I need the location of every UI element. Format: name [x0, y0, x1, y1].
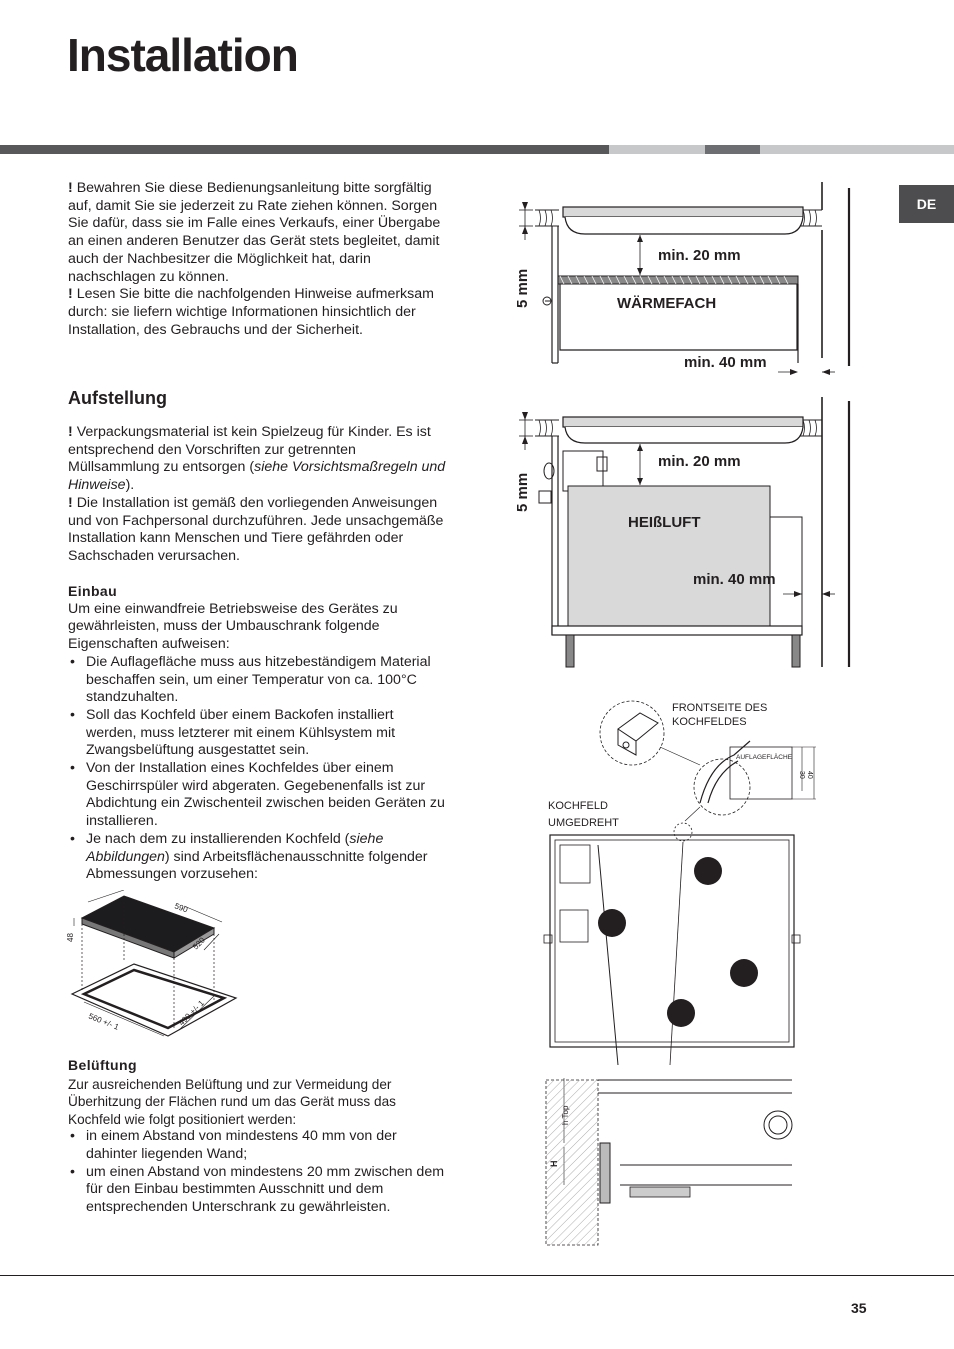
- footer-rule: [0, 1275, 954, 1276]
- installation-diagram-bracket: [540, 695, 830, 1250]
- burner-markers: [598, 857, 758, 1027]
- list-item: • Von der Installation eines Kochfeldes über einem Geschirrspüler wird abgeraten. Gegebenenfalls ist zur Abdichtung ein Zwischenteil zwischen beiden Geräten zu installieren.: [68, 760, 446, 831]
- gap-label: 5 mm: [514, 268, 531, 308]
- belueftung-intro: Zur ausreichenden Belüftung und zur Vermeidung der Überhitzung der Flächen rund um das Gerät muss das Kochfeld wie folgt positioniert werden:: [68, 1076, 396, 1127]
- header-band-mid: [705, 145, 760, 154]
- auflage-label: AUFLAGEFLÄCHE: [736, 754, 792, 761]
- list-item: • in einem Abstand von mindestens 40 mm von der dahinter liegenden Wand;: [68, 1128, 446, 1163]
- dim-cut-width-label: 560 +/- 1: [87, 1011, 121, 1032]
- front-label-2: KOCHFELDES: [672, 716, 747, 728]
- list-item: • um einen Abstand von mindestens 20 mm zwischen dem für den Einbau bestimmten Ausschnitt und dem entsprechenden Unterschrank zu gewährleisten.: [68, 1164, 446, 1217]
- compartment-label: HEIßLUFT: [628, 514, 701, 531]
- einbau-list: [68, 654, 446, 884]
- burner-grille-icon: [694, 857, 722, 885]
- burner-grille-icon: [667, 999, 695, 1027]
- compartment-label: WÄRMEFACH: [617, 295, 717, 312]
- einbau-intro: Um eine einwandfreie Betriebsweise des Gerätes zu gewährleisten, muss der Umbauschrank folgende Eigenschaften aufweisen:: [68, 600, 398, 653]
- section-heading-aufstellung: Aufstellung: [68, 388, 167, 408]
- dim-height-label: 48: [66, 933, 75, 942]
- einbau-section: [68, 583, 446, 884]
- belueftung-list: [68, 1128, 446, 1217]
- aufstellung-paragraph-1: ! Verpackungsmaterial ist kein Spielzeug für Kinder. Es ist entsprechend den Vorschriften zur getrennten Müllsammlung zu entsorgen (siehe Vorsichtsmaßregeln und Hinweise).: [68, 424, 446, 494]
- header-band-light: [609, 145, 705, 154]
- gap-label: 5 mm: [514, 472, 531, 512]
- front-label-1: FRONTSEITE DES: [672, 702, 768, 714]
- list-item: • Soll das Kochfeld über einem Backofen installiert werden, muss letzterer mit einem Kühlsystem mit Zwangsbelüftung ausgestattet sein.: [68, 707, 446, 760]
- intro-section: [68, 180, 446, 339]
- dim-cut-depth-label: 490 +/- 1: [177, 998, 206, 1028]
- min-20-label: min. 20 mm: [658, 453, 741, 470]
- min-20-label: min. 20 mm: [658, 247, 741, 264]
- h-label: H: [549, 1160, 559, 1167]
- subheading-einbau: Einbau: [68, 583, 118, 599]
- page-title: Installation: [67, 29, 298, 81]
- dim-depth-label: 520: [191, 935, 207, 952]
- subheading-belueftung: Belüftung: [68, 1057, 137, 1073]
- belueftung-section: [68, 1057, 446, 1217]
- list-item: • Die Auflagefläche muss aus hitzebeständigem Material beschaffen sein, um einer Temperatur von ca. 100°C standzuhalten.: [68, 654, 446, 707]
- min-40-label: min. 40 mm: [684, 354, 767, 371]
- header-band-light-end: [760, 145, 954, 154]
- flipped-label-1: KOCHFELD: [548, 800, 608, 812]
- intro-paragraph-2: ! Lesen Sie bitte die nachfolgenden Hinweise aufmerksam durch: sie liefern wichtige Informationen hinsichtlich der Installation, des Gebrauchs und der Sicherheit.: [68, 286, 434, 338]
- dim-30-label: 30: [798, 771, 805, 779]
- burner-grille-icon: [730, 959, 758, 987]
- list-item: • Je nach dem zu installierenden Kochfeld (siehe Abbildungen) sind Arbeitsflächenausschnitte folgender Abmessungen vorzusehen:: [68, 831, 446, 884]
- intro-paragraph-1: ! Bewahren Sie diese Bedienungsanleitung bitte sorgfältig auf, damit Sie sie jederzeit zu Rate ziehen können. Sorgen Sie dafür, dass sie im Falle eines Verkaufs, einer Übergabe an einen anderen Benutzer das Gerät stets begleitet, damit auch der Nachbesitzer die Möglichkeit hat, darin nachschlagen zu können.: [68, 180, 441, 285]
- installation-diagram-waermefach: [505, 180, 865, 385]
- dim-40-label: 40: [806, 771, 813, 779]
- page-number: 35: [851, 1300, 867, 1316]
- min-40-label: min. 40 mm: [693, 571, 776, 588]
- dim-width-label: 590: [173, 901, 189, 915]
- aufstellung-paragraph-2: ! Die Installation ist gemäß den vorliegenden Anweisungen und von Fachpersonal durchzuführen. Jede unsachgemäße Installation kann Menschen und Tiere gefährden oder Sachschaden verursachen.: [68, 494, 444, 564]
- h-top-label: h Top: [561, 1105, 570, 1125]
- language-tab: DE: [899, 185, 954, 223]
- burner-grille-icon: [598, 909, 626, 937]
- installation-diagram-heissluft: [505, 395, 865, 670]
- flipped-label-2: UMGEDREHT: [548, 817, 619, 829]
- cutout-dimensions-figure: [64, 890, 244, 1040]
- header-band-dark: [0, 145, 609, 154]
- aufstellung-section: [68, 424, 446, 566]
